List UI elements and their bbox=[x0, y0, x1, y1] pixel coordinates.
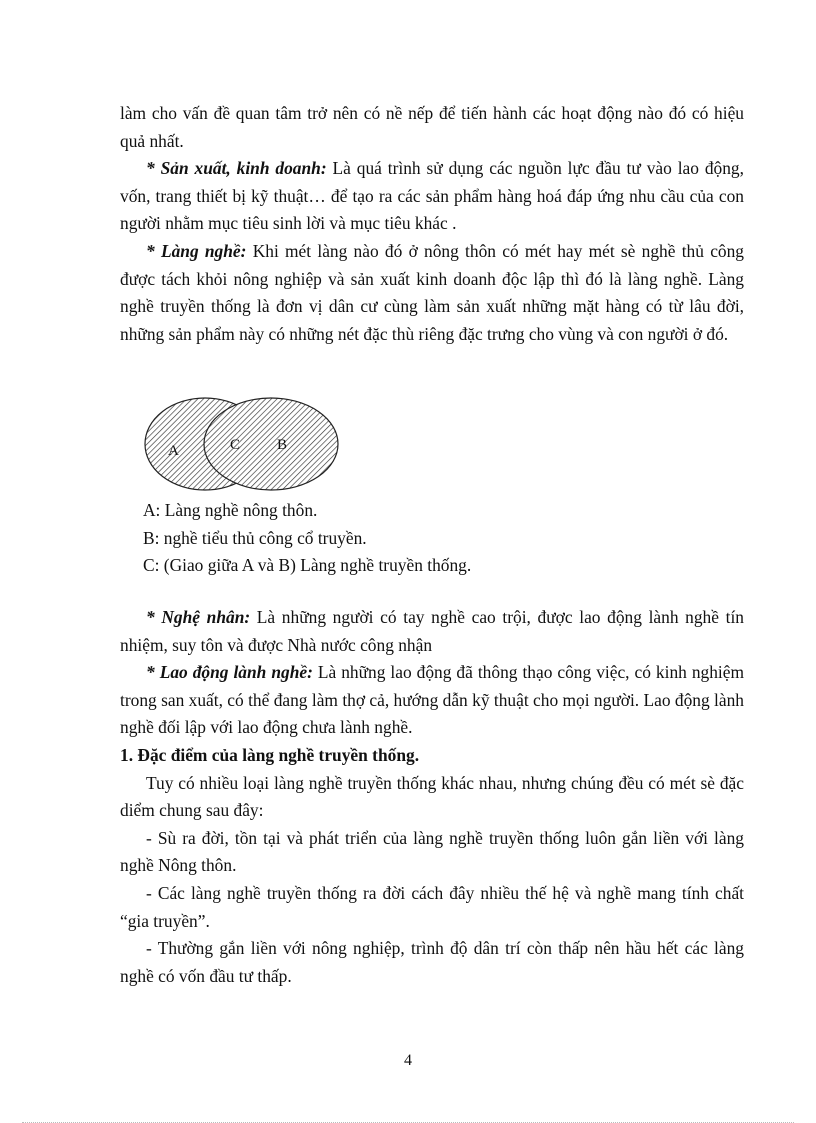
section-intro: Tuy có nhiều loại làng nghề truyền thống khác nhau, nhưng chúng đều có mét sè đặc diểm chung sau đây: bbox=[120, 772, 744, 821]
text-block-top bbox=[120, 100, 744, 348]
venn-label-c: C bbox=[230, 437, 241, 453]
list-item: - Sù ra đời, tồn tại và phát triển của làng nghề truyền thống luôn gắn liền với làng nghề Nông thôn. bbox=[120, 827, 744, 876]
term-san-xuat: * Sản xuất, kinh doanh: bbox=[146, 158, 327, 179]
list-item: - Các làng nghề truyền thống ra đời cách đây nhiều thế hệ và nghề mang tính chất “gia truyền”. bbox=[120, 882, 744, 931]
venn-legend bbox=[143, 497, 471, 580]
term-lang-nghe: * Làng nghề: bbox=[146, 240, 247, 261]
legend-a: A: Làng nghề nông thôn. bbox=[143, 500, 318, 520]
definition-san-xuat bbox=[120, 155, 744, 238]
text-lao-dong: Là những lao động đã thông thạo công việc, có kinh nghiệm trong san xuất, có thể đang làm thợ cả, hướng dẫn kỹ thuật cho mọi người. Lao động lành nghề đối lập với lao động chưa lành nghề. bbox=[120, 662, 744, 738]
definition-lao-dong bbox=[120, 659, 744, 742]
section-heading: 1. Đặc điểm của làng nghề truyền thống. bbox=[120, 744, 420, 765]
venn-label-a: A bbox=[168, 443, 179, 459]
term-lao-dong: * Lao động lành nghề: bbox=[146, 662, 313, 683]
text-block-bottom bbox=[120, 604, 744, 990]
venn-label-b: B bbox=[277, 437, 288, 453]
definition-lang-nghe bbox=[120, 238, 744, 348]
venn-diagram bbox=[143, 391, 343, 495]
text-nghe-nhan: Là những người có tay nghề cao trội, được lao động lành nghề tín nhiệm, suy tôn và được Nhà nước công nhận bbox=[120, 607, 744, 655]
venn-circle-b bbox=[204, 398, 338, 490]
page-number: 4 bbox=[404, 1052, 412, 1069]
intro-paragraph: làm cho vấn đề quan tâm trở nên có nề nếp để tiến hành các hoạt động nào đó có hiệu quả nhất. bbox=[120, 103, 744, 151]
text-lang-nghe: Khi mét làng nào đó ở nông thôn có mét hay mét sè nghề thủ công được tách khỏi nông nghiệp và sản xuất kinh doanh độc lập thì đó là làng nghề. Làng nghề truyền thống là đơn vị dân cư cùng làm sản xuất những mặt hàng có từ lâu đời, những sản phẩm này có những nét đặc thù riêng đặc trưng cho vùng và con người ở đó. bbox=[120, 240, 744, 344]
legend-c: C: (Giao giữa A và B) Làng nghề truyền thống. bbox=[143, 555, 472, 576]
term-nghe-nhan: * Nghệ nhân: bbox=[146, 607, 251, 627]
legend-b: B: nghề tiểu thủ công cổ truyền. bbox=[143, 527, 367, 548]
text-san-xuat: Là quá trình sử dụng các nguồn lực đầu tư vào lao động, vốn, trang thiết bị kỹ thuật… để tạo ra các sản phẩm hàng hoá đáp ứng nhu cầu của con người nhằm mục tiêu sinh lời và mục tiêu khác . bbox=[120, 158, 744, 234]
list-item: - Thường gắn liền với nông nghiệp, trình độ dân trí còn thấp nên hầu hết các làng nghề có vốn đầu tư thấp. bbox=[120, 938, 744, 986]
definition-nghe-nhan bbox=[120, 604, 744, 659]
